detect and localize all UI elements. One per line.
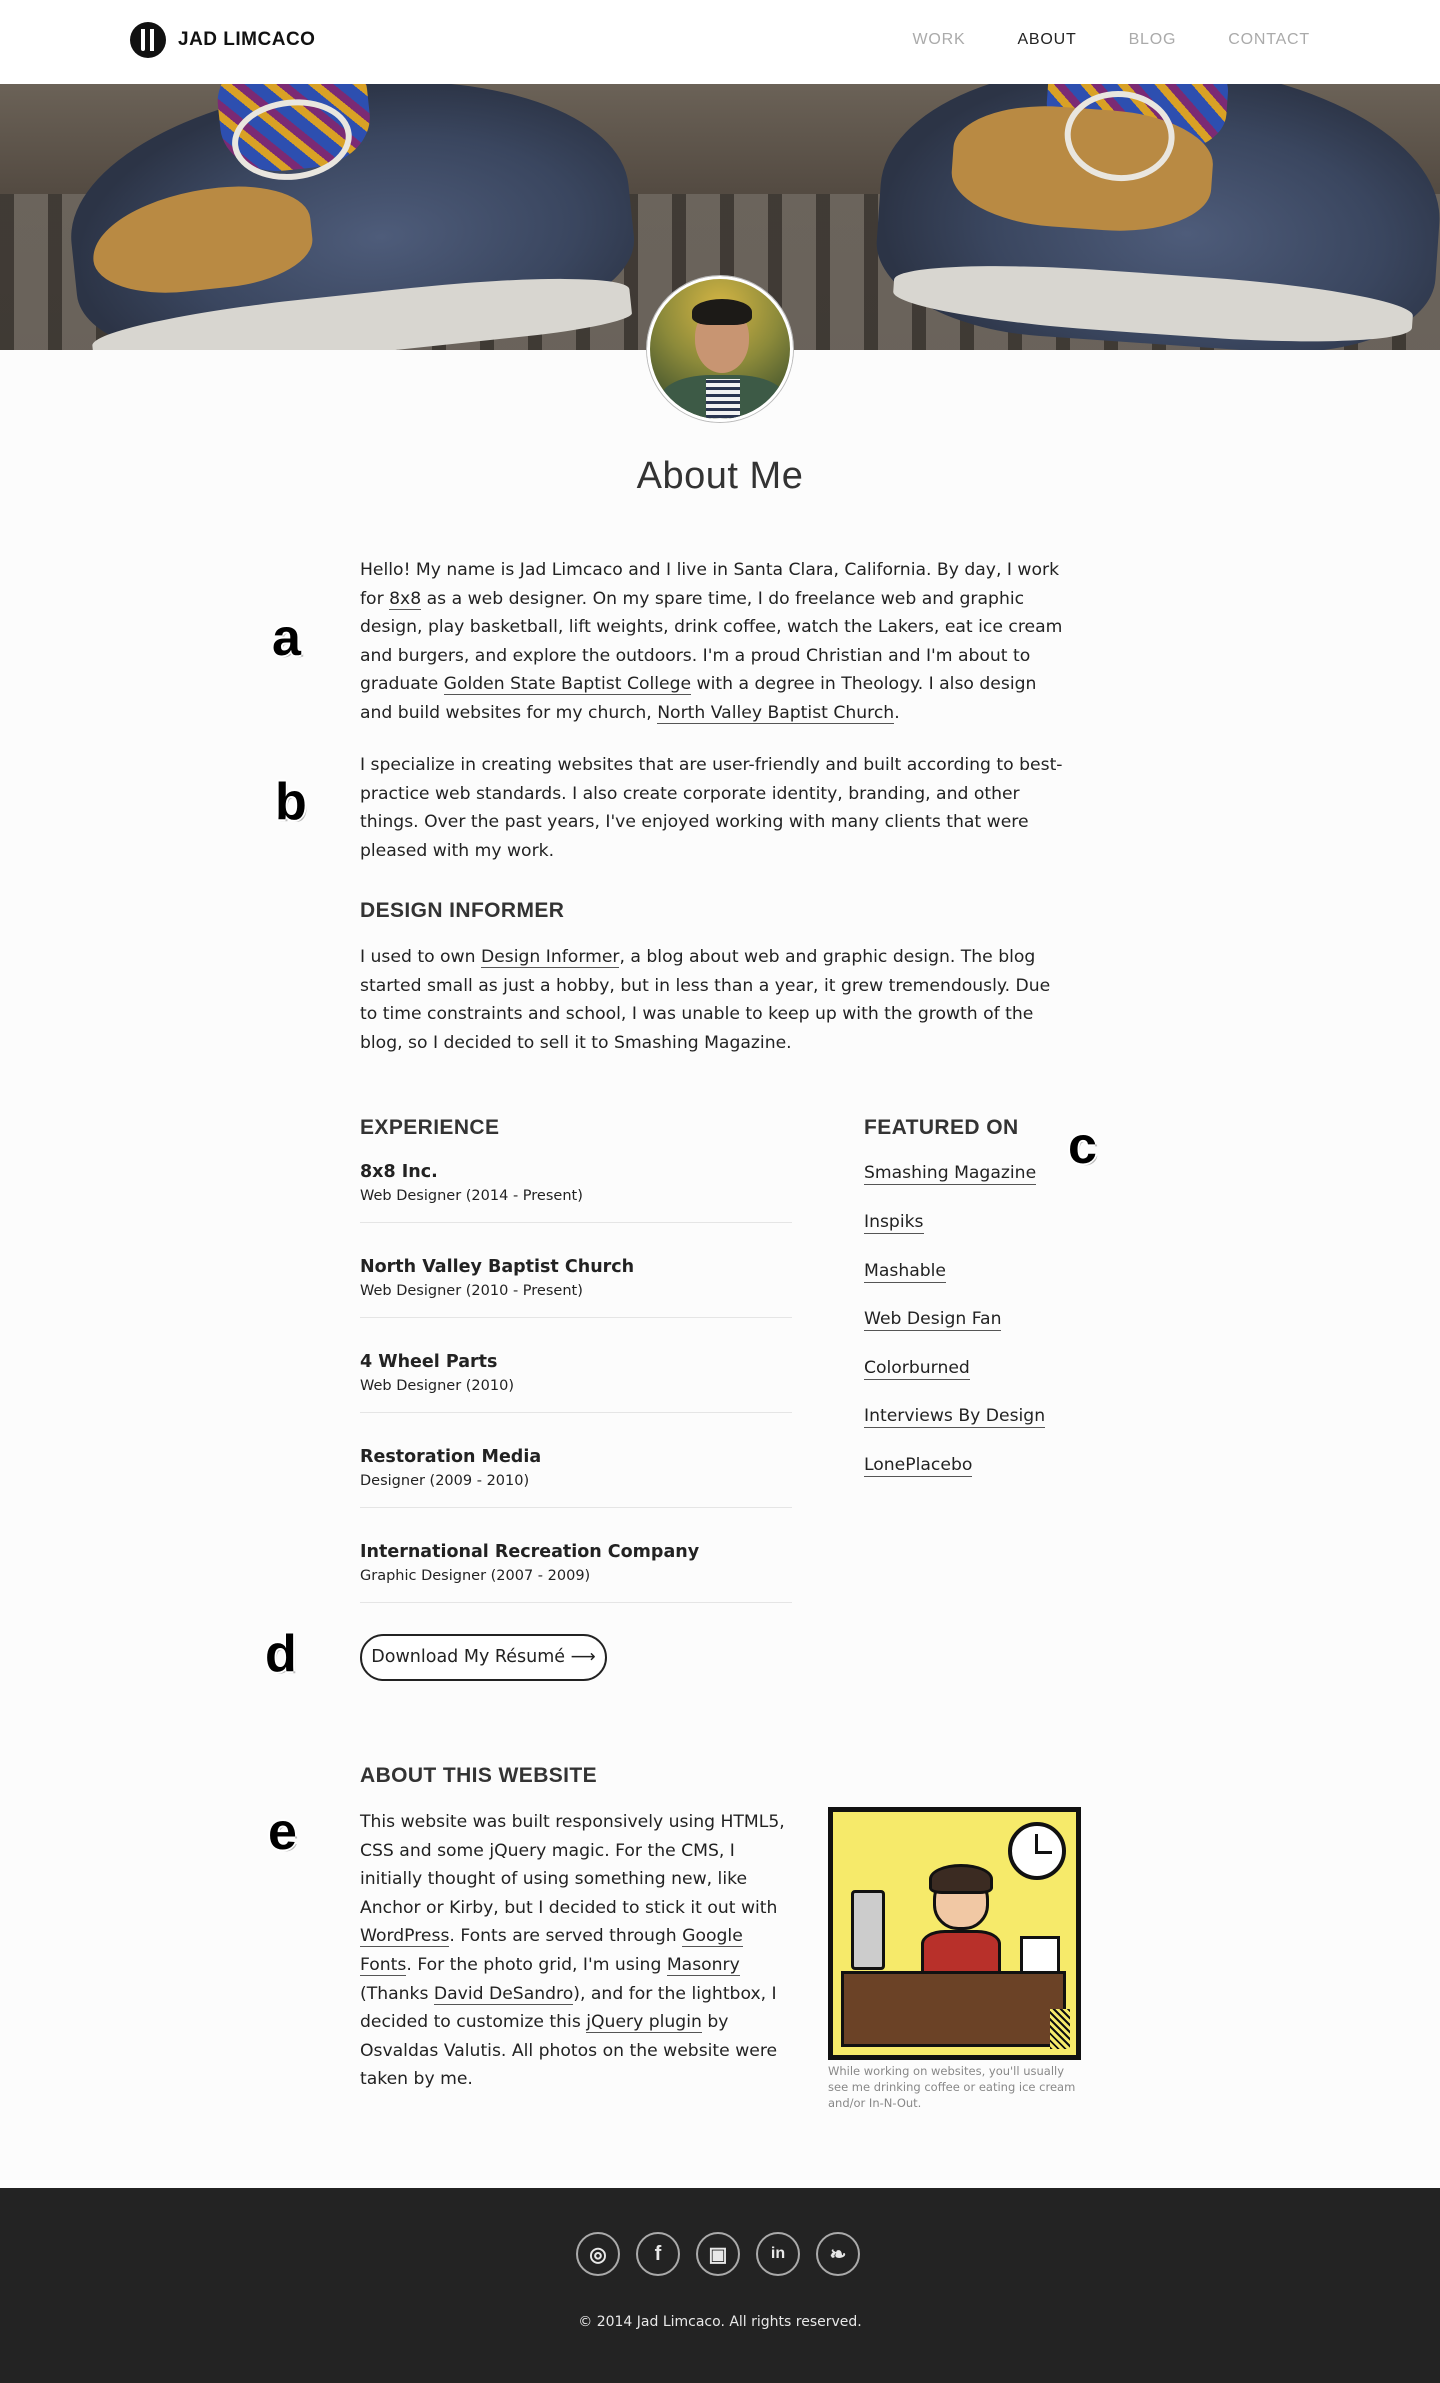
link-wordpress[interactable]: WordPress [360, 1926, 450, 1947]
experience-item: North Valley Baptist Church Web Designer (2010 - Present) [360, 1223, 792, 1318]
nav-blog[interactable]: BLOG [1128, 31, 1177, 48]
site-logo[interactable] [130, 22, 315, 58]
featured-link[interactable]: Web Design Fan [864, 1309, 1002, 1329]
link-masonry[interactable]: Masonry [666, 1954, 740, 1975]
hero-shoe-right [871, 84, 1440, 350]
annotation-marker-d: d [265, 1625, 297, 1683]
annotation-marker-a: a [272, 609, 301, 667]
linkedin-icon[interactable]: in [756, 2232, 800, 2276]
copyright-text: © 2014 Jad Limcaco. All rights reserved. [578, 2314, 862, 2330]
about-website-heading: ABOUT THIS WEBSITE [360, 1764, 598, 1787]
experience-list [360, 1162, 792, 1603]
coffee-cup-icon [1020, 1936, 1060, 1976]
comic-illustration[interactable] [828, 1807, 1081, 2060]
about-website-paragraph: This website was built responsively using HTML5, CSS and some jQuery magic. For the CMS, I initially thought of using something new, like Anchor or Kirby, but I decided to stick it out with WordPress. Fonts are served through Google Fonts. For the photo grid, I'm using Masonry (Thanks David DeSandro), and for the lightbox, I decided to customize this jQuery plugin by Osvaldas Valutis. All photos on the website were taken by me. [360, 1812, 785, 2090]
featured-link[interactable]: Interviews By Design [864, 1406, 1046, 1426]
dribbble-icon[interactable]: ◎ [576, 2232, 620, 2276]
logo-mark-icon [130, 22, 166, 58]
page-title: About Me [636, 455, 804, 497]
link-8x8[interactable]: 8x8 [389, 588, 422, 609]
experience-item: International Recreation Company Graphic Designer (2007 - 2009) [360, 1508, 792, 1603]
facebook-icon[interactable]: f [636, 2232, 680, 2276]
social-links [576, 2232, 876, 2276]
specialty-paragraph: I specialize in creating websites that are user-friendly and built according to best-practice web standards. I also create corporate identity, branding, and other things. Over the past years, I've enjoyed working with many clients that were pleased with my work. [360, 755, 1063, 861]
hero-shoe-left [58, 84, 642, 350]
link-north-valley-baptist-church[interactable]: North Valley Baptist Church [657, 702, 895, 723]
instagram-icon[interactable]: ▣ [696, 2232, 740, 2276]
featured-on-heading: FEATURED ON [864, 1116, 1019, 1139]
design-informer-heading: DESIGN INFORMER [360, 899, 565, 922]
experience-item: 4 Wheel Parts Web Designer (2010) [360, 1318, 792, 1413]
nav-about[interactable]: ABOUT [1017, 31, 1077, 48]
main-nav [860, 31, 1310, 49]
experience-item: 8x8 Inc. Web Designer (2014 - Present) [360, 1162, 792, 1223]
computer-icon [851, 1890, 885, 1970]
design-informer-paragraph: I used to own Design Informer, a blog about web and graphic design. The blog started small as just a hobby, but in less than a year, it grew tremendously. Due to time constraints and school, I was unable to keep up with the growth of the blog, so I decided to sell it to Smashing Magazine. [360, 947, 1051, 1053]
experience-item: Restoration Media Designer (2009 - 2010) [360, 1413, 792, 1508]
featured-link[interactable]: Mashable [864, 1261, 947, 1281]
link-golden-state-baptist-college[interactable]: Golden State Baptist College [443, 674, 692, 694]
download-resume-button[interactable]: Download My Résumé ⟶ [360, 1634, 607, 1681]
desk-shape [841, 1971, 1066, 2047]
annotation-marker-b: b [275, 773, 307, 831]
annotation-marker-e: e [268, 1803, 297, 1861]
annotation-marker-c: c [1068, 1117, 1097, 1175]
experience-heading: EXPERIENCE [360, 1116, 500, 1139]
nav-work[interactable]: WORK [912, 31, 966, 48]
featured-link[interactable]: Colorburned [864, 1358, 970, 1378]
featured-link[interactable]: LonePlacebo [864, 1455, 973, 1475]
profile-avatar [647, 276, 793, 422]
intro-paragraph: Hello! My name is Jad Limcaco and I live in Santa Clara, California. By day, I work for 8x8 as a web designer. On my spare time, I do freelance web and graphic design, play basketball, lift weights, drink coffee, watch the Lakers, eat ice cream and burgers, and explore the outdoors. I'm a proud Christian and I'm about to graduate Golden State Baptist College with a degree in Theology. I also design and build websites for my church, North Valley Baptist Church. [360, 560, 1063, 723]
site-header [0, 0, 1440, 84]
brand-name: JAD LIMCACO [178, 29, 316, 50]
clock-icon [1008, 1822, 1066, 1880]
link-design-informer[interactable]: Design Informer [480, 947, 620, 967]
link-jquery-plugin[interactable]: jQuery plugin [586, 2012, 702, 2033]
site-footer [0, 2188, 1440, 2383]
twitter-icon[interactable]: ❧ [816, 2232, 860, 2276]
nav-contact[interactable]: CONTACT [1228, 31, 1310, 48]
comic-caption: While working on websites, you'll usually see me drinking coffee or eating ice cream and/or In-N-Out. [828, 2064, 1076, 2110]
featured-link[interactable]: Inspiks [864, 1212, 924, 1232]
link-google-fonts[interactable]: Google Fonts [360, 1926, 743, 1975]
featured-link[interactable]: Smashing Magazine [864, 1163, 1037, 1183]
link-david-desandro[interactable]: David DeSandro [433, 1983, 574, 2004]
